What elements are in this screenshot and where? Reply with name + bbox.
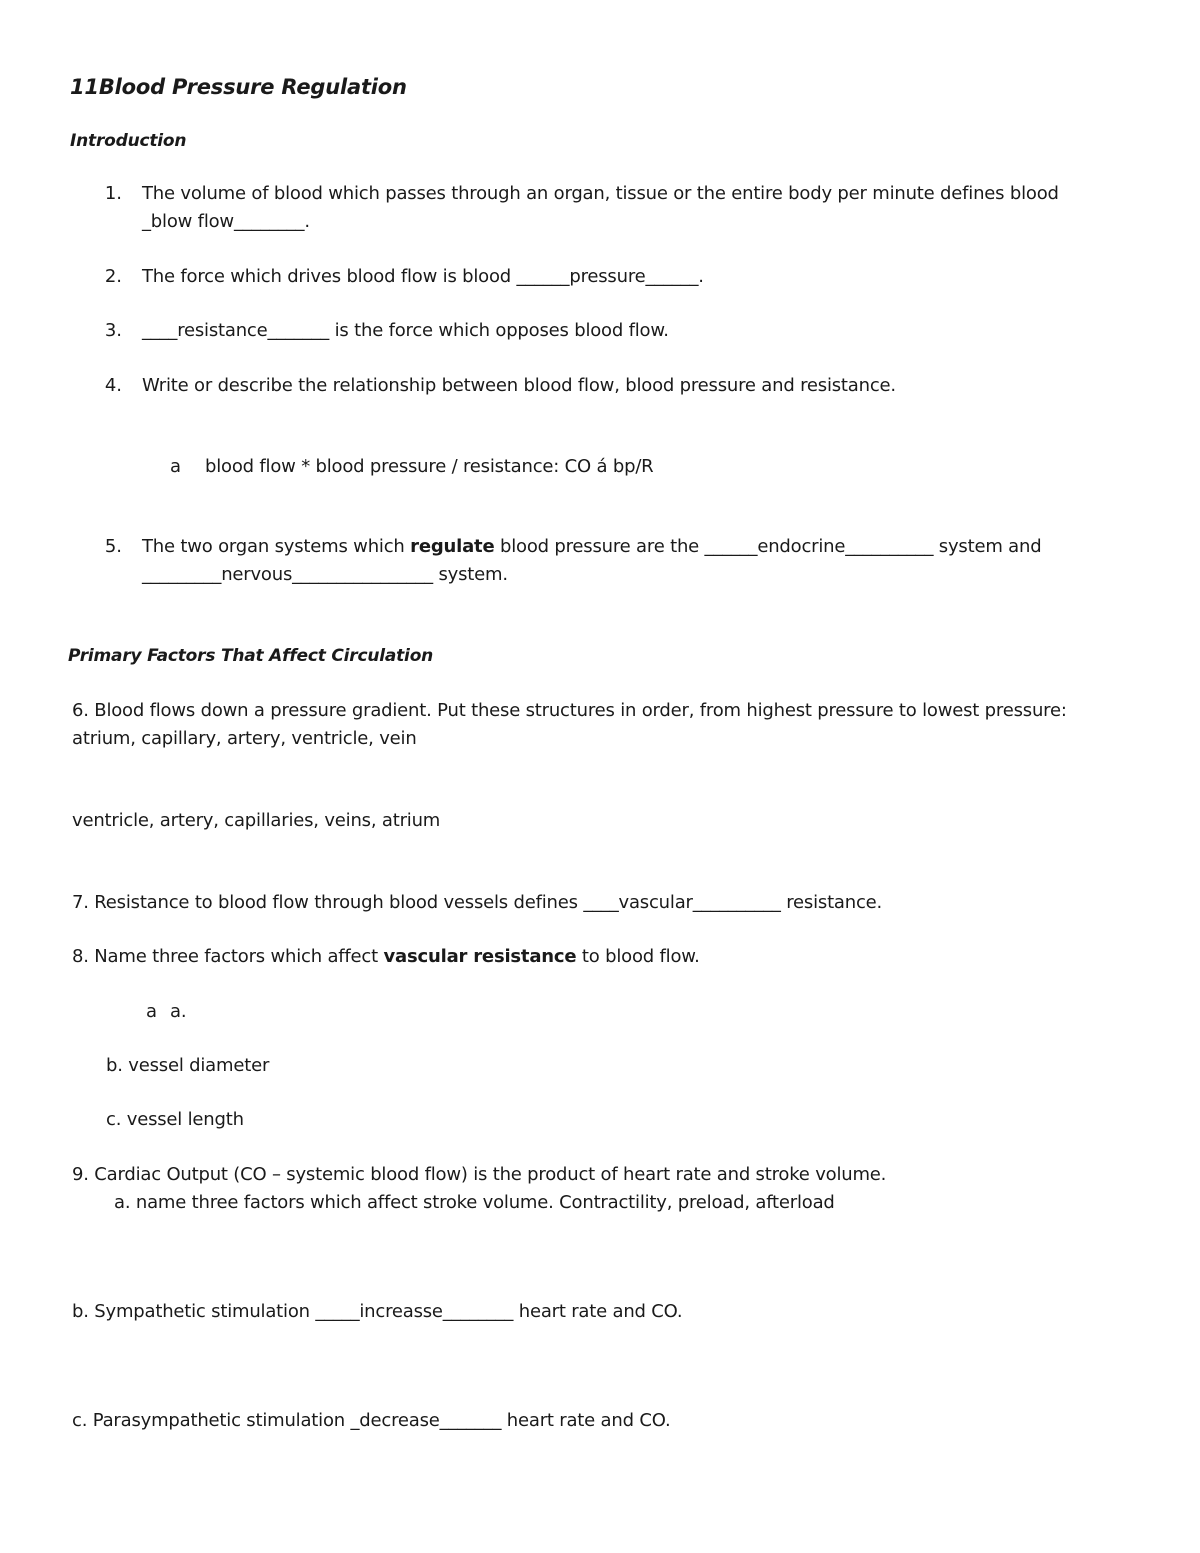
q9-text-line1: 9. Cardiac Output (CO – systemic blood flow) is the product of heart rate and stroke volume. — [72, 1164, 887, 1185]
q4-answer: blood flow * blood pressure / resistance: CO á bp/R — [205, 456, 654, 477]
q5-text-pre: The two organ systems which — [142, 536, 411, 557]
q5-text-bold: regulate — [410, 536, 495, 557]
q7-text: 7. Resistance to blood flow through blood vessels defines ____vascular__________ resistance. — [72, 892, 883, 913]
q8-item-a-marker: a — [146, 1001, 157, 1022]
introduction-heading: Introduction — [70, 131, 187, 151]
q4-text: Write or describe the relationship between blood flow, blood pressure and resistance. — [142, 375, 896, 396]
q4-number: 4. — [104, 375, 122, 396]
q8-item-c: c. vessel length — [106, 1109, 244, 1130]
q6-text-line1: 6. Blood flows down a pressure gradient. Put these structures in order, from highest pressure to lowest pressure: — [72, 700, 1067, 721]
q2-number: 2. — [104, 266, 122, 287]
q5-text-line2: _________nervous________________ system. — [142, 564, 508, 585]
q5-text-post: blood pressure are the ______endocrine__________ system and — [494, 536, 1042, 557]
q2-text: The force which drives blood flow is blood ______pressure______. — [142, 266, 704, 287]
q5-number: 5. — [104, 536, 122, 557]
q1-text-line2: _blow flow________. — [142, 211, 310, 232]
q9-item-b: b. Sympathetic stimulation _____increasse________ heart rate and CO. — [72, 1301, 683, 1322]
q9-item-c: c. Parasympathetic stimulation _decrease_______ heart rate and CO. — [72, 1410, 671, 1431]
q8-text — [72, 946, 700, 967]
q4-answer-marker: a — [170, 456, 181, 477]
page-title: 11Blood Pressure Regulation — [70, 75, 407, 99]
q1-number: 1. — [104, 183, 122, 204]
q8-item-b: b. vessel diameter — [106, 1055, 270, 1076]
q6-answer: ventricle, artery, capillaries, veins, atrium — [72, 810, 441, 831]
q5-text-line1 — [142, 536, 1041, 557]
q3-number: 3. — [104, 320, 122, 341]
q3-text: ____resistance_______ is the force which opposes blood flow. — [142, 320, 669, 341]
q1-text-line1: The volume of blood which passes through an organ, tissue or the entire body per minute defines blood — [142, 183, 1059, 204]
factors-heading: Primary Factors That Affect Circulation — [68, 646, 434, 666]
q8-text-post: to blood flow. — [576, 946, 700, 967]
q9-text-line2: a. name three factors which affect stroke volume. Contractility, preload, afterload — [114, 1192, 835, 1213]
q8-item-a: a. — [170, 1001, 187, 1022]
q6-text-line2: atrium, capillary, artery, ventricle, vein — [72, 728, 417, 749]
q8-text-bold: vascular resistance — [383, 946, 577, 967]
q8-text-pre: 8. Name three factors which affect — [72, 946, 384, 967]
